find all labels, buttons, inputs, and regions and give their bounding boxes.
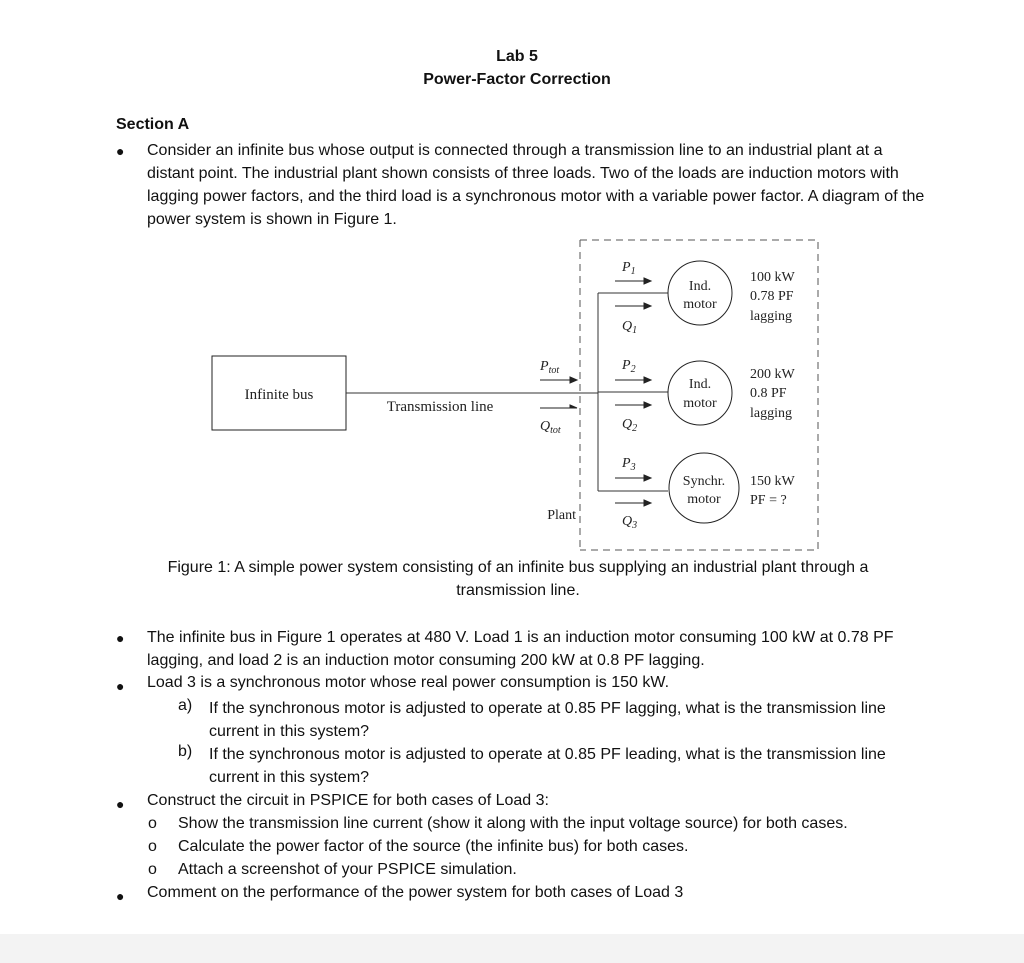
q3-label: $Q_3$ xyxy=(622,514,638,531)
bullet-icon: ● xyxy=(116,143,125,159)
bullet-infinite-bus: The infinite bus in Figure 1 operates at 480 V. Load 1 is an induction motor consuming 100 kW at 0.78 PF lagging, and load 2 is an induction motor consuming 200 kW at 0.8 PF lagging. xyxy=(147,629,894,669)
bullet-icon: ● xyxy=(116,630,125,646)
bullet-load3: Load 3 is a synchronous motor whose real power consumption is 150 kW. xyxy=(147,674,670,691)
load3-spec-pf: PF = ? xyxy=(750,493,787,508)
section-heading: Section A xyxy=(116,116,190,133)
load2-spec-pf: 0.8 PF xyxy=(750,386,787,401)
motor3-line2: motor xyxy=(687,492,721,507)
load2-spec-type: lagging xyxy=(750,406,792,421)
bullet-comment: Comment on the performance of the power system for both cases of Load 3 xyxy=(147,884,684,901)
sub-bullet-icon: o xyxy=(148,861,157,878)
q-tot-label: $Q_{tot}$ xyxy=(540,419,561,436)
sub-bullet-icon: o xyxy=(148,815,157,832)
question-b-label: b) xyxy=(178,743,193,760)
load1-spec-pf: 0.78 PF xyxy=(750,289,794,304)
sub-bullet-icon: o xyxy=(148,838,157,855)
intro-paragraph: Consider an infinite bus whose output is connected through a transmission line to an industrial plant at a distant point. The industrial plant shown consists of three loads. Two of the loads are induction motors with lagging power factors, and the third load is a synchronous motor with a variable power factor. A diagram of the power system is shown in Figure 1. xyxy=(147,142,925,228)
sub-bullet-screenshot: Attach a screenshot of your PSPICE simulation. xyxy=(178,861,517,878)
p2-label: $P_2$ xyxy=(622,358,636,375)
motor2-line1: Ind. xyxy=(688,377,712,392)
question-a-label: a) xyxy=(178,697,193,714)
caption-line-1: Figure 1: A simple power system consisting of an infinite bus supplying an industrial plant through a xyxy=(167,559,869,576)
bullet-icon: ● xyxy=(116,888,125,904)
load1-spec-type: lagging xyxy=(750,309,792,324)
power-system-diagram xyxy=(200,230,840,555)
lab-title: Lab 5 xyxy=(496,48,538,65)
load1-spec-power: 100 kW xyxy=(750,270,795,285)
figure-caption xyxy=(136,556,900,602)
p-tot-label: $P_{tot}$ xyxy=(540,359,560,376)
motor2-line2: motor xyxy=(683,396,717,411)
sub-bullet-power-factor: Calculate the power factor of the source (the infinite bus) for both cases. xyxy=(178,838,689,855)
load2-spec-power: 200 kW xyxy=(750,367,795,382)
bullet-icon: ● xyxy=(116,796,125,812)
load3-spec-power: 150 kW xyxy=(750,474,795,489)
q2-label: $Q_2$ xyxy=(622,417,638,434)
q1-label: $Q_1$ xyxy=(622,319,638,336)
p3-label: $P_3$ xyxy=(622,456,636,473)
lab-subtitle: Power-Factor Correction xyxy=(423,71,611,88)
transmission-line-label: Transmission line xyxy=(386,399,494,415)
motor1-line1: Ind. xyxy=(688,279,712,294)
page-bottom-band xyxy=(0,934,1024,963)
bullet-pspice: Construct the circuit in PSPICE for both cases of Load 3: xyxy=(147,792,549,809)
infinite-bus-label: Infinite bus xyxy=(244,387,314,403)
question-a-text: If the synchronous motor is adjusted to operate at 0.85 PF lagging, what is the transmission line current in this system? xyxy=(209,700,886,740)
p1-label: $P_1$ xyxy=(622,260,636,277)
question-b-text: If the synchronous motor is adjusted to operate at 0.85 PF leading, what is the transmission line current in this system? xyxy=(209,746,886,786)
motor1-line2: motor xyxy=(683,297,717,312)
sub-bullet-current: Show the transmission line current (show it along with the input voltage source) for both cases. xyxy=(178,815,848,832)
plant-label: Plant xyxy=(547,508,576,523)
motor3-line1: Synchr. xyxy=(682,474,726,489)
caption-line-2: transmission line. xyxy=(456,582,580,599)
bullet-icon: ● xyxy=(116,678,125,694)
